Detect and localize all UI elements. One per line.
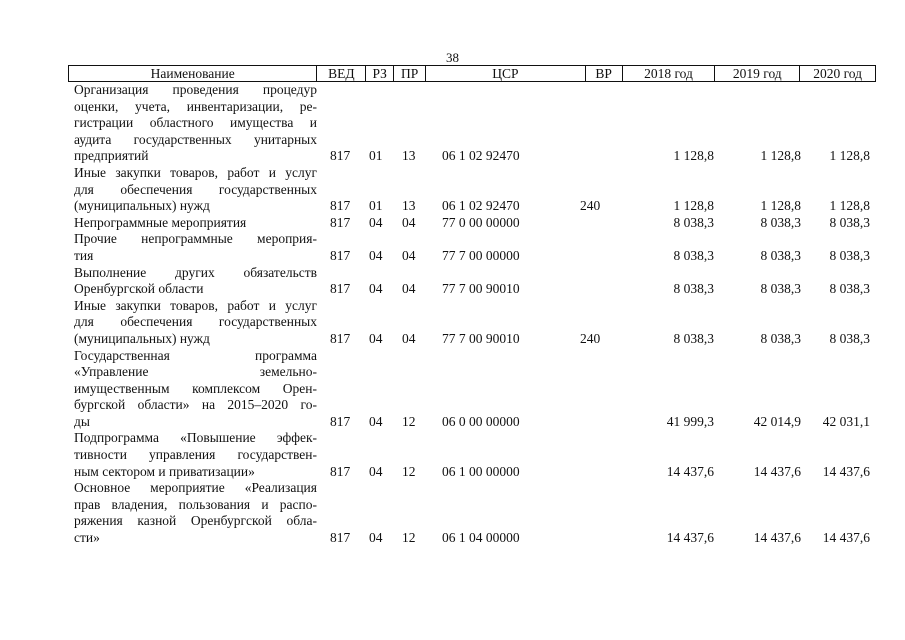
- amount-2018: 41 999,3: [666, 413, 714, 429]
- page-number: 38: [446, 50, 459, 65]
- header-csr: ЦСР: [426, 66, 586, 81]
- amount-2018: 1 128,8: [673, 148, 714, 164]
- table-header: [68, 65, 876, 82]
- table-row: [68, 480, 876, 546]
- row-name-line: гистрации областного имущества и: [74, 115, 317, 131]
- ved-cell: 817: [330, 247, 351, 263]
- row-name: [68, 82, 317, 165]
- header-2019: 2019 год: [715, 66, 800, 81]
- pr-cell: 12: [402, 530, 416, 546]
- pr-cell: 04: [402, 330, 416, 346]
- rz-cell: 04: [369, 463, 383, 479]
- amount-2019: 14 437,6: [753, 530, 801, 546]
- row-name: [68, 480, 317, 546]
- pr-cell: 13: [402, 148, 416, 164]
- table-row: [68, 82, 876, 165]
- row-name-line: «Управление земельно-: [74, 364, 317, 380]
- pr-cell: 04: [402, 247, 416, 263]
- pr-cell: 13: [402, 198, 416, 214]
- amount-2019: 8 038,3: [760, 214, 801, 230]
- row-name-line: для обеспечения государственных: [74, 314, 317, 330]
- header-2020: 2020 год: [813, 66, 862, 81]
- csr-cell: 77 7 00 90010: [442, 281, 520, 297]
- rz-cell: 01: [369, 198, 383, 214]
- row-name-line: ным сектором и приватизации»: [74, 463, 255, 479]
- row-name-line: Основное мероприятие «Реализация: [74, 480, 317, 496]
- amount-2019: 8 038,3: [760, 281, 801, 297]
- budget-table: [68, 65, 876, 547]
- csr-cell: 77 0 00 00000: [442, 214, 520, 230]
- ved-cell: 817: [330, 413, 351, 429]
- header-rz: РЗ: [366, 66, 394, 81]
- row-name-line: Государственная программа: [74, 347, 317, 363]
- row-name-line: Оренбургской области: [74, 281, 204, 297]
- row-name-line: Выполнение других обязательств: [74, 264, 317, 280]
- table-row: [68, 215, 876, 232]
- row-name-line: предприятий: [74, 148, 149, 164]
- rz-cell: 04: [369, 214, 383, 230]
- amount-2019: 8 038,3: [760, 330, 801, 346]
- ved-cell: 817: [330, 214, 351, 230]
- amount-2018: 14 437,6: [666, 463, 714, 479]
- ved-cell: 817: [330, 148, 351, 164]
- amount-2020: 42 031,1: [822, 413, 870, 429]
- amount-2020: 14 437,6: [822, 530, 870, 546]
- ved-cell: 817: [330, 530, 351, 546]
- csr-cell: 77 7 00 00000: [442, 247, 520, 263]
- amount-2020: 14 437,6: [822, 463, 870, 479]
- rz-cell: 04: [369, 247, 383, 263]
- csr-cell: 06 1 00 00000: [442, 463, 520, 479]
- row-name-line: Иные закупки товаров, работ и услуг: [74, 297, 317, 313]
- amount-2018: 8 038,3: [673, 247, 714, 263]
- row-name: [68, 348, 317, 431]
- row-name: [68, 265, 317, 298]
- row-name-line: (муниципальных) нужд: [74, 198, 210, 214]
- row-name-line: оценки, учета, инвентаризации, ре-: [74, 98, 317, 114]
- row-name-line: Организация проведения процедур: [74, 82, 317, 97]
- row-name-line: бургской области» на 2015–2020 го-: [74, 397, 317, 413]
- amount-2018: 8 038,3: [673, 281, 714, 297]
- amount-2019: 1 128,8: [760, 198, 801, 214]
- header-vr: ВР: [586, 66, 623, 81]
- row-name-line: Прочие непрограммные мероприя-: [74, 231, 317, 247]
- amount-2020: 8 038,3: [829, 214, 870, 230]
- csr-cell: 06 0 00 00000: [442, 413, 520, 429]
- row-name-line: Иные закупки товаров, работ и услуг: [74, 164, 317, 180]
- amount-2019: 14 437,6: [753, 463, 801, 479]
- csr-cell: 06 1 02 92470: [442, 198, 520, 214]
- row-name-line: ды: [74, 413, 90, 429]
- amount-2018: 8 038,3: [673, 214, 714, 230]
- ved-cell: 817: [330, 198, 351, 214]
- table-row: [68, 298, 876, 348]
- row-name-line: тивности управления государствен-: [74, 447, 317, 463]
- amount-2020: 1 128,8: [829, 148, 870, 164]
- row-name: [68, 231, 317, 264]
- row-name: [68, 430, 317, 480]
- amount-2018: 1 128,8: [673, 198, 714, 214]
- table-row: [68, 265, 876, 298]
- row-name-line: сти»: [74, 530, 100, 546]
- table-row: [68, 165, 876, 215]
- row-name-line: ряжения казной Оренбургской обла-: [74, 513, 317, 529]
- ved-cell: 817: [330, 281, 351, 297]
- ved-cell: 817: [330, 463, 351, 479]
- row-name-line: аудита государственных унитарных: [74, 131, 317, 147]
- pr-cell: 12: [402, 463, 416, 479]
- row-name-line: для обеспечения государственных: [74, 181, 317, 197]
- pr-cell: 04: [402, 214, 416, 230]
- amount-2020: 8 038,3: [829, 247, 870, 263]
- rz-cell: 04: [369, 413, 383, 429]
- rz-cell: 04: [369, 281, 383, 297]
- rz-cell: 04: [369, 330, 383, 346]
- amount-2019: 8 038,3: [760, 247, 801, 263]
- row-name-line: Непрограммные мероприятия: [74, 214, 247, 230]
- header-2018: 2018 год: [623, 66, 716, 81]
- row-name-line: Подпрограмма «Повышение эффек-: [74, 430, 317, 446]
- amount-2019: 42 014,9: [753, 413, 801, 429]
- amount-2020: 1 128,8: [829, 198, 870, 214]
- row-name: [68, 298, 317, 348]
- row-name-line: (муниципальных) нужд: [74, 330, 210, 346]
- table-row: [68, 231, 876, 264]
- table-row: [68, 430, 876, 480]
- row-name-line: прав владения, пользования и распо-: [74, 496, 317, 512]
- rz-cell: 01: [369, 148, 383, 164]
- row-name-line: тия: [74, 247, 94, 263]
- amount-2018: 8 038,3: [673, 330, 714, 346]
- header-name: Наименование: [69, 66, 317, 81]
- amount-2019: 1 128,8: [760, 148, 801, 164]
- csr-cell: 06 1 04 00000: [442, 530, 520, 546]
- ved-cell: 817: [330, 330, 351, 346]
- pr-cell: 04: [402, 281, 416, 297]
- header-pr: ПР: [394, 66, 426, 81]
- pr-cell: 12: [402, 413, 416, 429]
- vr-cell: 240: [580, 198, 601, 214]
- amount-2018: 14 437,6: [666, 530, 714, 546]
- header-ved: ВЕД: [317, 66, 366, 81]
- row-name-line: имущественным комплексом Орен-: [74, 380, 317, 396]
- table-body: [68, 82, 876, 547]
- vr-cell: 240: [580, 330, 601, 346]
- row-name: [68, 215, 317, 232]
- csr-cell: 06 1 02 92470: [442, 148, 520, 164]
- table-row: [68, 348, 876, 431]
- amount-2020: 8 038,3: [829, 330, 870, 346]
- csr-cell: 77 7 00 90010: [442, 330, 520, 346]
- amount-2020: 8 038,3: [829, 281, 870, 297]
- rz-cell: 04: [369, 530, 383, 546]
- row-name: [68, 165, 317, 215]
